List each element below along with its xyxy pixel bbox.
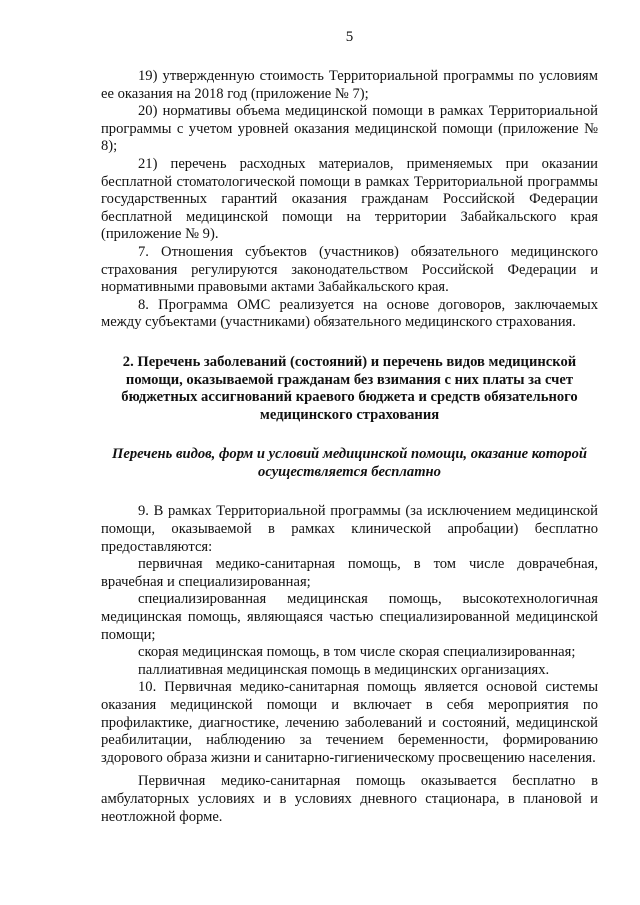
page-number: 5 bbox=[345, 29, 354, 45]
list-item-palliative-care: паллиативная медицинская помощь в медицинских организациях. bbox=[138, 661, 550, 678]
paragraph-item-20: 20) нормативы объема медицинской помощи в рамках Территориальной программы с учетом уровней оказания медицинской помощи (приложение № 8); bbox=[101, 103, 598, 155]
subheading: Перечень видов, форм и условий медицинской помощи, оказание которой осуществляется бесплатно bbox=[112, 446, 587, 480]
paragraph-10: 10. Первичная медико-санитарная помощь является основой системы оказания медицинской помощи и включает в себя мероприятия по профилактике, диагностике, лечению заболеваний и состояний, медицинской реабилитации, наблюдению за течением беременности, формированию здорового образа жизни и санитарно-гигиеническому просвещению населения. bbox=[101, 679, 598, 766]
paragraph-item-21: 21) перечень расходных материалов, применяемых при оказании бесплатной стоматологической помощи в рамках Территориальной программы государственных гарантий оказания гражданам Российской Федерации бесплатной медицинской помощи на территории Забайкальского края (приложение № 9). bbox=[101, 155, 598, 243]
list-item-emergency-care: скорая медицинская помощь, в том числе скорая специализированная; bbox=[138, 644, 576, 661]
paragraph-item-19: 19) утвержденную стоимость Территориальной программы по условиям ее оказания на 2018 год (приложение № 7); bbox=[101, 68, 598, 102]
paragraph-9: 9. В рамках Территориальной программы (за исключением медицинской помощи, оказываемой в рамках клинической апробации) бесплатно предоставляются: bbox=[101, 503, 598, 555]
section-heading: 2. Перечень заболеваний (состояний) и перечень видов медицинской помощи, оказываемой гражданам без взимания с них платы за счет бюджетных ассигнований краевого бюджета и средств обязательного медицинского страхования bbox=[121, 353, 578, 423]
list-item-primary-care: первичная медико-санитарная помощь, в том числе доврачебная, врачебная и специализированная; bbox=[101, 556, 598, 590]
paragraph-7: 7. Отношения субъектов (участников) обязательного медицинского страхования регулируются законодательством Российской Федерации и нормативными правовыми актами Забайкальского края. bbox=[101, 243, 598, 296]
paragraph-8: 8. Программа ОМС реализуется на основе договоров, заключаемых между субъектами (участниками) обязательного медицинского страхования. bbox=[101, 296, 598, 331]
document-page bbox=[101, 28, 598, 826]
paragraph-primary-care-conditions: Первичная медико-санитарная помощь оказывается бесплатно в амбулаторных условиях и в условиях дневного стационара, в плановой и неотложной форме. bbox=[101, 773, 598, 825]
list-item-specialized-care: специализированная медицинская помощь, высокотехнологичная медицинская помощь, являющаяся частью специализированной медицинской помощи; bbox=[101, 591, 598, 643]
